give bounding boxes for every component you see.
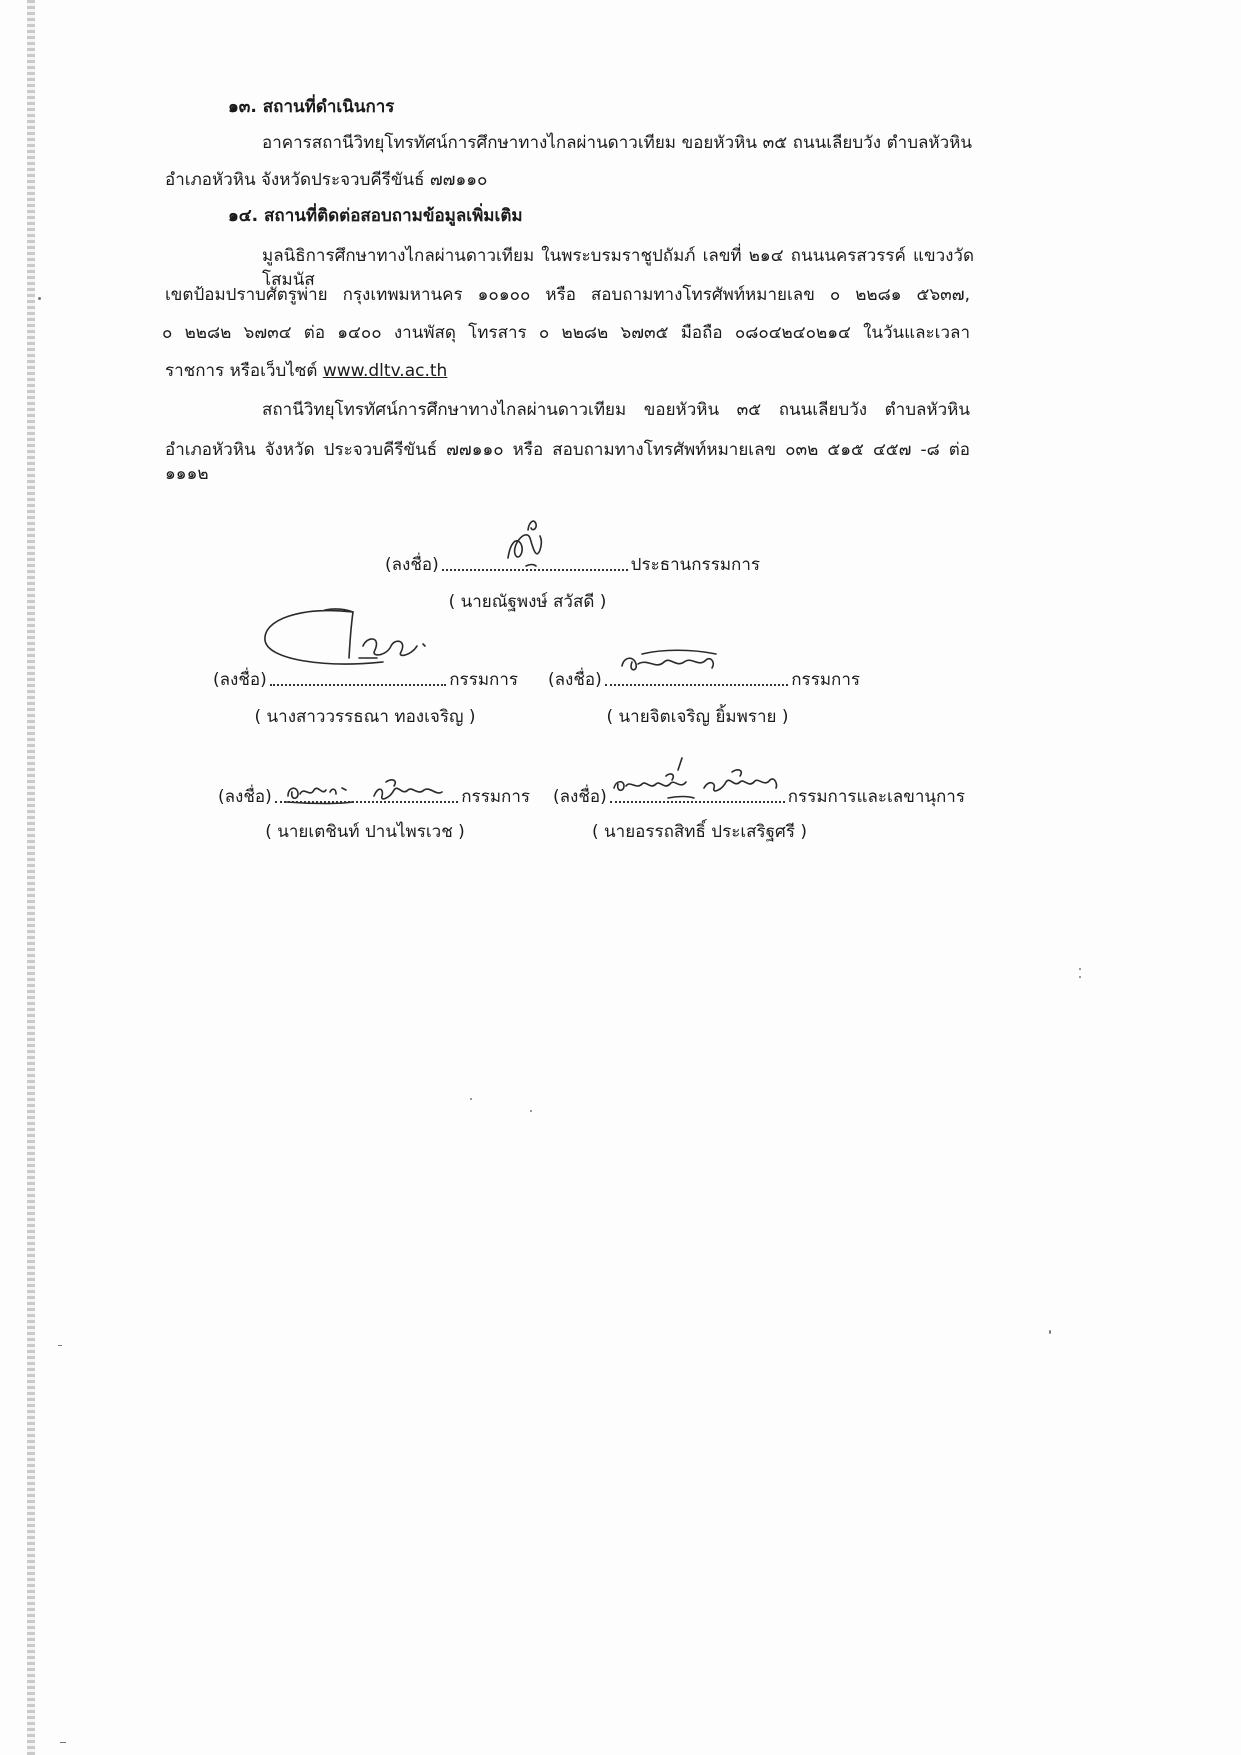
member3-name: ( นายเตชินท์ ปานไพรเวช ) bbox=[265, 822, 465, 842]
section-13-heading: ๑๓. สถานที่ดำเนินการ bbox=[228, 97, 395, 117]
section-14-line: ๐ ๒๒๘๒ ๖๗๓๔ ต่อ ๑๔๐๐ งานพัสดุ โทรสาร ๐ ๒๒๘๒ ๖๗๓๕ มือถือ ๐๘๐๔๒๔๐๒๑๔ ในวันและเวลา bbox=[162, 323, 970, 343]
scan-speck bbox=[1049, 1330, 1051, 1334]
sign-label: (ลงชื่อ) bbox=[218, 787, 272, 807]
member1-name: ( นางสาววรรธณา ทองเจริญ ) bbox=[254, 707, 476, 727]
sign-label: (ลงชื่อ) bbox=[553, 787, 607, 807]
signature-leader bbox=[610, 801, 785, 803]
section-14-heading: ๑๔. สถานที่ติดต่อสอบถามข้อมูลเพิ่มเติม bbox=[228, 206, 523, 226]
station-line: อำเภอหัวหิน จังหวัด ประจวบคีรีขันธ์ ๗๗๑๑๐ หรือ สอบถามทางโทรศัพท์หมายเลข ๐๓๒ ๕๑๕ ๔๕๗ -๘ ต่อ ๑๑๑๒ bbox=[165, 440, 970, 484]
scan-edge-artifact bbox=[27, 0, 35, 1755]
chairman-signature-line bbox=[385, 551, 760, 577]
section-13-line: อำเภอหัวหิน จังหวัดประจวบคีรีขันธ์ ๗๗๑๑๐ bbox=[165, 170, 488, 190]
sign-label: (ลงชื่อ) bbox=[385, 555, 439, 575]
secretary-signature-line bbox=[553, 783, 965, 809]
section-14-line: มูลนิธิการศึกษาทางไกลผ่านดาวเทียม ในพระบรมราชูปถัมภ์ เลขที่ ๒๑๔ ถนนนครสวรรค์ แขวงวัดโสมนัส bbox=[262, 246, 974, 290]
member2-signature-line bbox=[548, 666, 860, 692]
member1-signature-line bbox=[213, 666, 518, 692]
signature-leader bbox=[270, 684, 447, 686]
station-line: สถานีวิทยุโทรทัศน์การศึกษาทางไกลผ่านดาวเทียม ขอยหัวหิน ๓๕ ถนนเลียบวัง ตำบลหัวหิน bbox=[262, 400, 970, 420]
member3-signature-line bbox=[218, 783, 530, 809]
role-label: กรรมการ bbox=[449, 670, 518, 690]
signature-leader bbox=[275, 801, 459, 803]
role-label: กรรมการ bbox=[791, 670, 860, 690]
scan-speck bbox=[58, 1345, 62, 1346]
scan-speck bbox=[38, 297, 41, 300]
member2-name: ( นายจิตเจริญ ยิ้มพราย ) bbox=[606, 707, 789, 727]
signature-leader bbox=[442, 569, 628, 571]
sign-label: (ลงชื่อ) bbox=[213, 670, 267, 690]
section-14-line: เขตป้อมปราบศัตรูพ่าย กรุงเทพมหานคร ๑๐๑๐๐ หรือ สอบถามทางโทรศัพท์หมายเลข ๐ ๒๒๘๑ ๕๖๓๗, bbox=[165, 285, 970, 305]
sign-label: (ลงชื่อ) bbox=[548, 670, 602, 690]
role-label: กรรมการและเลขานุการ bbox=[787, 787, 965, 807]
secretary-name: ( นายอรรถสิทธิ์ ประเสริฐศรี ) bbox=[592, 822, 807, 842]
section-13-line: อาคารสถานีวิทยุโทรทัศน์การศึกษาทางไกลผ่านดาวเทียม ขอยหัวหิน ๓๕ ถนนเลียบวัง ตำบลหัวหิน bbox=[262, 133, 972, 153]
role-label: กรรมการ bbox=[461, 787, 530, 807]
chairman-name: ( นายณัฐพงษ์ สวัสดี ) bbox=[448, 592, 607, 612]
scan-speck bbox=[530, 1110, 532, 1112]
scan-speck bbox=[1079, 976, 1081, 978]
scan-speck bbox=[60, 1742, 66, 1743]
role-label: ประธานกรรมการ bbox=[630, 555, 760, 575]
website-line bbox=[165, 359, 765, 385]
signature-leader bbox=[605, 684, 789, 686]
website-prefix: ราชการ หรือเว็บไซต์ bbox=[165, 361, 318, 381]
scan-speck bbox=[1079, 968, 1081, 970]
website-link[interactable]: www.dltv.ac.th bbox=[322, 361, 448, 381]
scan-speck bbox=[470, 1098, 472, 1100]
